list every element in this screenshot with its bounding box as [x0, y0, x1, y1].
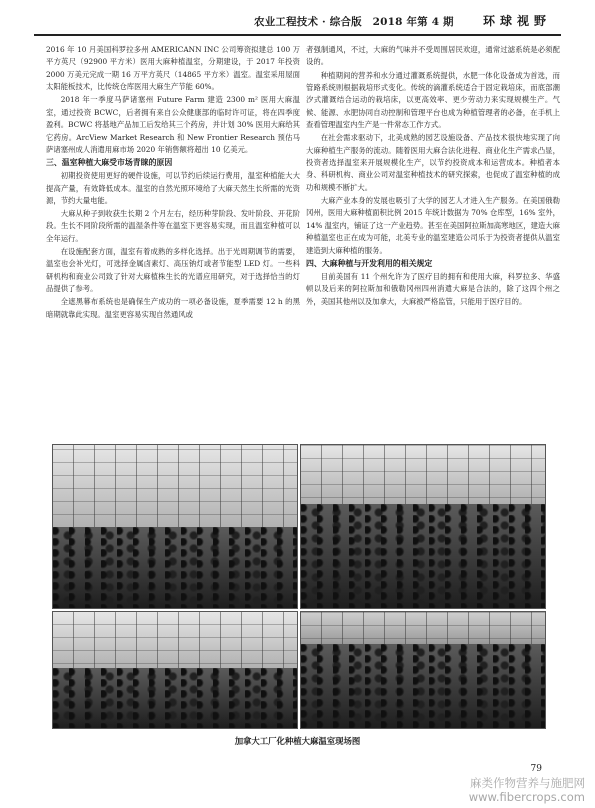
body-paragraph: 2016 年 10 月美国科罗拉多州 AMERICANN INC 公司筹资拟建总 100 万平方英尺（92900 平方米）医用大麻种植温室，分期建设，于 2017 年投资 2000 万美元完成一期 16 万平方英尺（14865 平方米）温室。温室采用屋面太阳能板技术，比传统仓库医用大麻生产节能 60%。: [46, 45, 300, 92]
body-paragraph: 大麻产业本身的发展也吸引了大学的园艺人才进入生产服务。在美国俄勒冈州，医用大麻种植面积比例 2015 年统计数据为 70% 仓库型，16% 室外，14% 温室内，铺证了这一产业趋势。甚至在美国阿拉斯加高寒地区，建造大麻种植温室也正在成为可能，北美专业的温室建造公司乐于为投资者提供从温室建造到大麻种植的服务。: [306, 195, 560, 255]
section-heading: 四、大麻种植与开发利用的相关规定: [306, 258, 433, 268]
left-text-column: [46, 44, 300, 322]
body-paragraph: 在设施配套方面，温室有着成熟的多样化选择。出于光周期调节的需要，温室也会补光灯，可选择金属卤素灯、高压钠灯或者节能型 LED 灯。一些科研机构和商业公司致了针对大麻植株生长的光谱应用研究，对于选择恰当的灯品提供了参考。: [46, 246, 300, 294]
body-paragraph: 者强制通风，不过，大麻的气味并不受周围居民欢迎，通常过滤系统是必须配设的。: [306, 45, 560, 67]
watermark-url: www.fibercrops.com: [468, 790, 585, 804]
right-text-column: [306, 44, 560, 309]
figure-caption: 加拿大工厂化种植大麻温室现场图: [234, 736, 361, 746]
greenhouse-photo-bottom-left: [52, 611, 298, 729]
greenhouse-photo-top-left: [52, 444, 298, 609]
journal-title: 农业工程技术 · 综合版 2018 年第 4 期: [254, 16, 454, 28]
body-paragraph: 在社会需求驱动下，北美成熟的园艺设施设备、产品技术很快地实现了向大麻种植生产服务的流动。随着医用大麻合法化进程、商业化生产需求凸显，投资者选择温室来开展规模化生产，以节约投资成本和运营成本。种植者本身、科研机构、商业公司对温室种植技术的研究探索，也促成了温室种植的成功和规模不断扩大。: [306, 133, 560, 192]
body-paragraph: 种植期间的营养和水分通过灌溉系统提供，水肥一体化设备成为首选，而管路系统则根据栽培形式变化。传统的滴灌系统适合于固定栽培床，而底部潮汐式灌溉结合运动的栽培床，以更高效率、更少劳动力来实现规模生产。气候、能源、水肥协同自动控制和管理平台也成为种植管理者的必备，在手机上查看管理温室内生产是一件常态工作方式。: [306, 70, 560, 130]
body-paragraph: 全遮黑幕布系统也是确保生产成功的一项必备设施，夏季需要 12 h 的黑暗期就靠此实现。温室更容易实现自然通风或: [46, 297, 300, 319]
body-paragraph: 2018 年一季度马萨诸塞州 Future Farm 建造 2300 m² 医用大麻温室，通过投资 BCWC，后者拥有来自公众健康部的临时许可证，将在四季度盈利。BCWC 将基地产品加工后发给其三个药房，并计划 30% 医用大麻给其它药房。ArcView Market Research 和 New Frontier Research 预估马萨诸塞州成人消遣用麻市场 2020 年销售额将超出 10 亿美元。: [46, 95, 300, 154]
page-number: 79: [530, 764, 542, 774]
watermark-title: 麻类作物营养与施肥网: [470, 776, 585, 790]
page-header: [34, 6, 561, 36]
section-heading: 三、温室种植大麻受市场青睐的原因: [46, 158, 173, 168]
body-paragraph: 目前美国有 11 个州允许为了医疗目的拥有和使用大麻，科罗拉多、华盛顿以及后来的阿拉斯加和俄勒冈州四州消遣大麻是合法的，除了这四个州之外，美国其他州以及加拿大，大麻被严格监管，只能用于医疗目的。: [306, 271, 560, 306]
watermark: [469, 776, 585, 804]
body-paragraph: 初期投资使用更好的硬件设施，可以节约后续运行费用，温室种植能大大提高产量，有效降低成本。温室的自然光照环境给了大麻天然生长所需的光资源，节约大量电能。: [46, 171, 300, 205]
greenhouse-photo-top-right: [300, 444, 546, 609]
header-rule: [34, 34, 561, 36]
greenhouse-photo-bottom-right: [300, 611, 546, 729]
section-title: 环球视野: [482, 14, 551, 28]
body-paragraph: 大麻从种子到收获生长期 2 个月左右，经历种芽阶段、发叶阶段、开花阶段。生长不同阶段所需的温湿条件等在温室下更容易实现，而且温室种植可以全年运行。: [46, 209, 300, 243]
